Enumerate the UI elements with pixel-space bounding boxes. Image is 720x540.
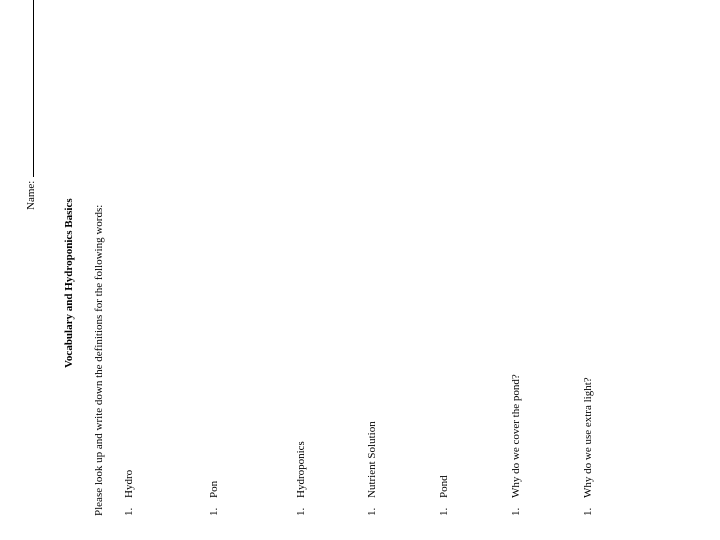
item-number: 1. xyxy=(295,507,307,516)
list-item xyxy=(583,377,594,516)
item-text: Nutrient Solution xyxy=(366,421,378,498)
item-text: Pond xyxy=(438,475,450,498)
item-text: Why do we use extra light? xyxy=(582,377,594,498)
list-item xyxy=(439,475,450,516)
list-item xyxy=(209,481,220,516)
item-text: Hydro xyxy=(123,469,135,498)
item-number: 1. xyxy=(366,507,378,516)
item-number: 1. xyxy=(208,507,220,516)
item-text: Why do we cover the pond? xyxy=(510,374,522,498)
name-blank-line xyxy=(33,0,34,177)
item-number: 1. xyxy=(438,507,450,516)
item-number: 1. xyxy=(123,507,135,516)
list-item xyxy=(124,470,135,516)
list-item xyxy=(511,374,522,516)
instructions: Please look up and write down the definitions for the following words: xyxy=(93,204,105,516)
item-text: Hydroponics xyxy=(295,441,307,498)
name-field xyxy=(26,0,37,210)
item-text: Pon xyxy=(208,480,220,498)
item-number: 1. xyxy=(582,507,594,516)
worksheet-title: Vocabulary and Hydroponics Basics xyxy=(63,198,75,368)
list-item xyxy=(296,441,307,516)
list-item xyxy=(367,421,378,516)
item-number: 1. xyxy=(510,507,522,516)
name-label: Name: xyxy=(25,180,37,210)
